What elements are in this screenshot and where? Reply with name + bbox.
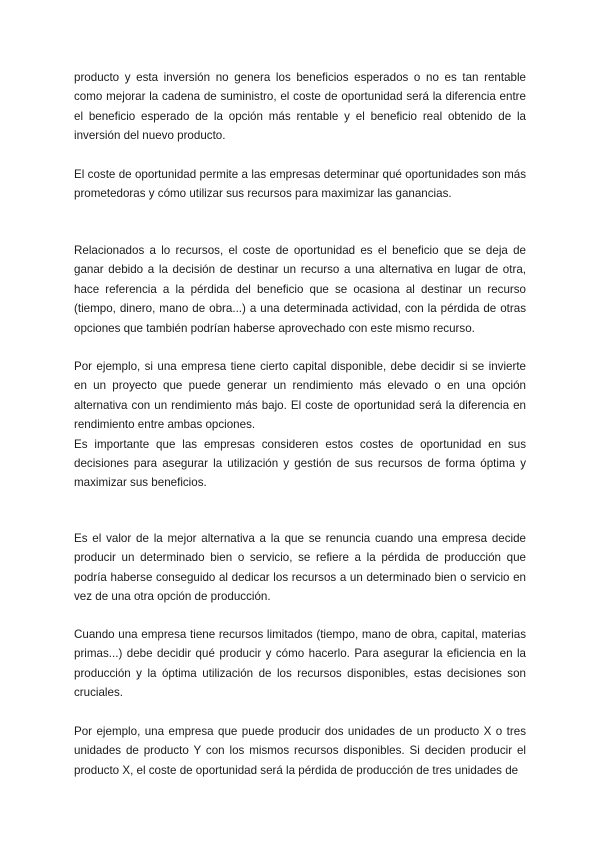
paragraph-importance-text: Es importante que las empresas consideren estos costes de oportunidad en sus decisiones para asegurar la utilización y gestión de sus recursos de forma óptima y maximizar sus beneficios. [74,437,526,490]
paragraph-production-example: Por ejemplo, una empresa que puede producir dos unidades de un producto X o tres unidades de producto Y con los mismos recursos disponibles. Si deciden producir el producto X, el coste de oportunidad será la pérdida de producción de tres unidades de [74,725,526,777]
paragraph-capital-example [74,357,526,493]
paragraph-investment-example-end: producto y esta inversión no genera los beneficios esperados o no es tan rentable como mejorar la cadena de suministro, el coste de oportunidad será la diferencia entre el beneficio esperado de la opción más rentable y el beneficio real obtenido de la inversión del nuevo producto. [74,71,526,143]
paragraph-production-definition: Es el valor de la mejor alternativa a la que se renuncia cuando una empresa decide producir un determinado bien o servicio, se refiere a la pérdida de producción que podría haberse conseguido al dedicar los recursos a un determinado bien o servicio en vez de una otra opción de producción. [74,532,526,604]
paragraph-resources-definition: Relacionados a lo recursos, el coste de oportunidad es el beneficio que se deja de ganar debido a la decisión de destinar un recurso a una alternativa en lugar de otra, hace referencia a la pérdida del beneficio que se ocasiona al destinar un recurso (tiempo, dinero, mano de obra...) a una determinada actividad, con la pérdida de otras opciones que también podrían haberse aprovechado con este mismo recurso. [74,244,526,335]
paragraph-capital-example-text: Por ejemplo, si una empresa tiene cierto capital disponible, debe decidir si se invierte en un proyecto que puede generar un rendimiento más elevado o en una opción alternativa con un rendimiento más bajo. El coste de oportunidad será la diferencia en rendimiento entre ambas opciones. [74,360,526,432]
paragraph-opportunity-cost-purpose: El coste de oportunidad permite a las empresas determinar qué oportunidades son más prometedoras y cómo utilizar sus recursos para maximizar las ganancias. [74,168,526,201]
paragraph-limited-resources: Cuando una empresa tiene recursos limitados (tiempo, mano de obra, capital, materias primas...) debe decidir qué producir y cómo hacerlo. Para asegurar la eficiencia en la producción y la óptima utilización de los recursos disponibles, estas decisiones son cruciales. [74,628,526,700]
